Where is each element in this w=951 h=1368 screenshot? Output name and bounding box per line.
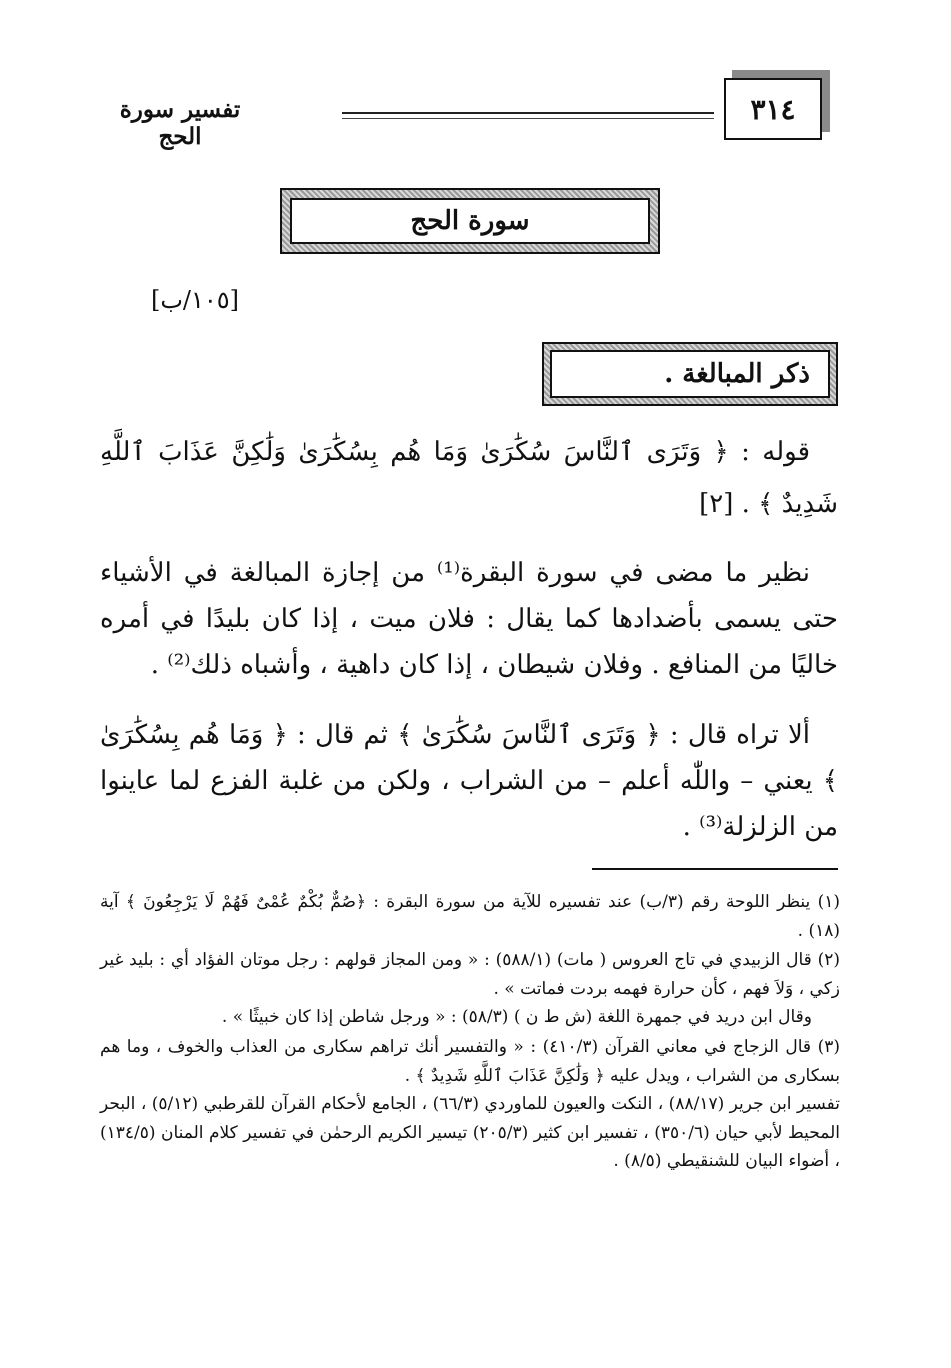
running-title: تفسير سورة الحج <box>119 96 241 150</box>
footnote-number: (١) <box>817 892 841 912</box>
paragraph-1-text: نظير ما مضى في سورة البقرة⁽¹⁾ من إجازة المبالغة في الأشياء حتى يسمى بأضدادها كما يقال : فلان ميت ، إذا كان بليدًا في أمره خاليًا من المنافع . وفلان شيطان ، إذا كان داهية ، وأشباه ذلك⁽²⁾ . <box>100 558 838 680</box>
footnote-continuation: تفسير ابن جرير (٨٨/١٧) ، النكت والعيون للماوردي (٦٦/٣) ، الجامع لأحكام القرآن للقرطبي (٥/١٢) ، البحر المحيط لأبي حيان (٣٥٠/٦) ، تفسير ابن كثير (٢٠٥/٣) تيسير الكريم الرحمٰن في تفسير كلام المنان (١٣٤/٥) ، أضواء البيان للشنقيطي (٨/٥) . <box>100 1094 841 1172</box>
page-number-box <box>724 78 822 140</box>
footnote-text: قال الزجاج في معاني القرآن (٤١٠/٣) : « والتفسير أنك تراهم سكارى من العذاب والخوف ، وما هم بسكارى من الشراب ، ويدل عليه ﴿ وَلَٰكِنَّ عَذَابَ ٱللَّهِ شَدِيدٌ ﴾ . <box>100 1036 840 1086</box>
header-rule-thin <box>342 118 714 119</box>
footnote-separator <box>592 868 838 870</box>
footnote-number: (٢) <box>817 950 840 971</box>
surah-title: سورة الحج <box>410 206 530 236</box>
footnote-1 <box>100 888 840 945</box>
folio-reference: [١٠٥/ب] <box>150 286 240 314</box>
commentary-paragraph-1 <box>100 550 838 688</box>
footnote-3 <box>100 1033 840 1176</box>
page-number: ٣١٤ <box>750 92 796 126</box>
section-heading-frame <box>542 342 838 406</box>
section-heading: ذكر المبالغة . <box>664 359 810 389</box>
surah-title-frame <box>280 188 660 254</box>
footnote-text: ينظر اللوحة رقم (٣/ب) عند تفسيره للآية من سورة البقرة : ﴿صُمٌّ بُكْمٌ عُمْىٌ فَهُمْ لَا يَرْجِعُونَ ﴾ آية (١٨) . <box>100 892 840 941</box>
paragraph-2-text: ألا تراه قال : ﴿ وَتَرَى ٱلنَّاسَ سُكَٰرَىٰ ﴾ ثم قال : ﴿ وَمَا هُم بِسُكَٰرَىٰ ﴾ يعني – واللّٰه أعلم – من الشراب ، ولكن من غلبة الفزع لما عاينوا من الزلزلة⁽³⁾ . <box>100 720 838 842</box>
commentary-paragraph-2 <box>100 712 838 850</box>
verse-paragraph <box>100 426 838 530</box>
footnote-number: (٣) <box>817 1036 840 1057</box>
footnotes <box>100 888 840 1177</box>
footnote-continuation: وقال ابن دريد في جمهرة اللغة (ش ط ن ) (٥٨/٣) : « ورجل شاطن إذا كان خبيثًا » . <box>221 1007 812 1028</box>
verse-text: قوله : ﴿ وَتَرَى ٱلنَّاسَ سُكَٰرَىٰ وَمَا هُم بِسُكَٰرَىٰ وَلَٰكِنَّ عَذَابَ ٱللَّهِ شَدِيدٌ ﴾ . [٢] <box>100 437 838 519</box>
header-rule <box>342 112 714 114</box>
footnote-2 <box>100 946 840 1032</box>
footnote-text: قال الزبيدي في تاج العروس ( مات) (٥٨٨/١) : « ومن المجاز قولهم : رجل موتان الفؤاد أي : بليد غير زكي ، وَلاَ فهم ، كأن حرارة فهمه بردت فماتت » . <box>100 950 840 999</box>
